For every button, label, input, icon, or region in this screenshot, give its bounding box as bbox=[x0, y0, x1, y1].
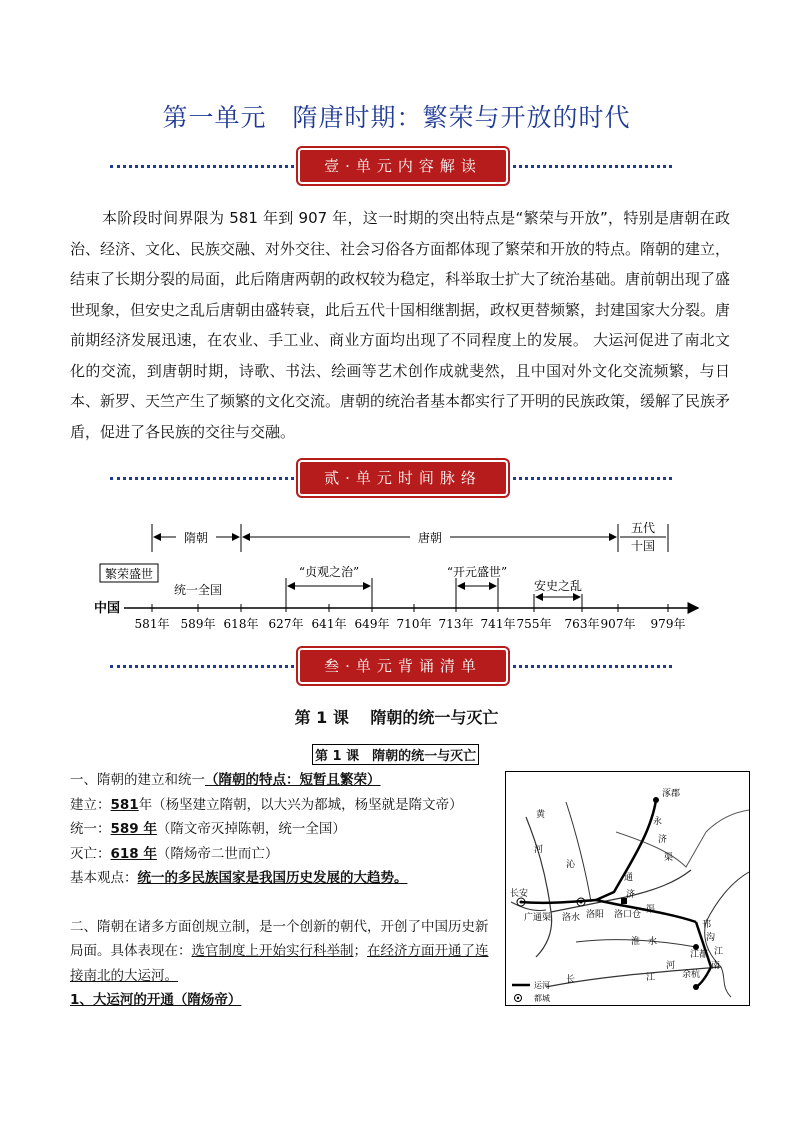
heading-two: 二、隋朝在诸多方面创规立制，是一个创新的朝代，开创了中国历史新局面。具体表现在： bbox=[70, 918, 489, 959]
map-place-label: 河 bbox=[534, 845, 544, 855]
grand-canal-map bbox=[505, 771, 750, 1006]
found-text: 年（杨坚建立隋朝，以大兴为都城，杨坚就是隋文帝） bbox=[138, 796, 463, 813]
unify-text: （隋文帝灭掉陈朝，统一全国） bbox=[156, 821, 346, 837]
map-place-label: 江 bbox=[714, 947, 724, 957]
heading-canal: 1、大运河的开通（隋炀帝） bbox=[70, 992, 242, 1008]
map-place-label: 沟 bbox=[706, 933, 716, 943]
view-text: 统一的多民族国家是我国历史发展的大趋势。 bbox=[137, 870, 408, 886]
lesson-notes bbox=[70, 768, 495, 1013]
section-banner: 叁·单元背诵清单 bbox=[298, 648, 508, 684]
found-label: 建立： bbox=[70, 796, 111, 813]
separator: ； bbox=[353, 943, 367, 959]
view-label: 基本观点： bbox=[70, 870, 138, 886]
map-place-label: 南 bbox=[711, 961, 721, 971]
timeline-year-label: 755年 bbox=[516, 617, 552, 631]
map-place-label: 淮 bbox=[631, 937, 641, 947]
map-place-label: 济 bbox=[658, 835, 668, 845]
map-place-label: 通 bbox=[624, 873, 634, 883]
map-place-label: 江都 bbox=[690, 950, 709, 960]
event-anshi: 安史之乱 bbox=[533, 579, 583, 593]
map-place-label: 广通渠 bbox=[524, 913, 552, 923]
map-place-label: 河 bbox=[666, 961, 676, 971]
found-year: 581 bbox=[110, 796, 139, 813]
timeline-year-label: 618年 bbox=[223, 617, 259, 631]
map-place-label: 余杭 bbox=[682, 970, 701, 980]
legend-canal: 运河 bbox=[534, 981, 550, 990]
heading-one: 一、隋朝的建立和统一 bbox=[70, 772, 205, 788]
map-place-label: 江 bbox=[646, 973, 656, 983]
map-place-label: 长安 bbox=[510, 889, 529, 899]
timeline-year-label: 763年 bbox=[564, 617, 600, 631]
timeline-year-label: 710年 bbox=[396, 617, 432, 631]
timeline-chart bbox=[90, 512, 710, 636]
section-banner: 贰·单元时间脉络 bbox=[298, 460, 508, 496]
page-title: 第一单元 隋唐时期：繁荣与开放的时代 bbox=[162, 103, 631, 132]
fall-text: （隋炀帝二世而亡） bbox=[156, 845, 279, 862]
map-place-label: 洛水 bbox=[562, 913, 581, 923]
keju-note: 选官制度上开始实行科举制 bbox=[191, 943, 354, 959]
period-shiguo: 十国 bbox=[630, 539, 656, 553]
period-tang: 唐朝 bbox=[417, 531, 443, 545]
timeline-year-label: 581年 bbox=[134, 617, 170, 631]
prosperity-label: 繁荣盛世 bbox=[104, 567, 154, 581]
map-place-label: 邗 bbox=[702, 920, 712, 930]
event-unify: 统一全国 bbox=[173, 583, 223, 597]
map-place-label: 沁 bbox=[566, 860, 576, 870]
unify-year: 589 年 bbox=[110, 821, 157, 837]
section-header-content bbox=[110, 146, 672, 186]
unify-label: 统一： bbox=[70, 821, 111, 837]
fall-label: 灭亡： bbox=[70, 845, 111, 862]
timeline-year-label: 649年 bbox=[354, 617, 390, 631]
section-header-timeline bbox=[110, 458, 672, 498]
section-banner: 壹·单元内容解读 bbox=[298, 148, 508, 184]
timeline-year-label: 713年 bbox=[438, 617, 474, 631]
map-place-label: 永 bbox=[653, 817, 663, 827]
timeline-year-label: 641年 bbox=[311, 617, 347, 631]
map-place-label: 水 bbox=[648, 937, 658, 947]
lesson-title: 第 1 课 隋朝的统一与灭亡 bbox=[294, 708, 499, 727]
intro-paragraph: 本阶段时间界限为 581 年到 907 年，这一时期的突出特点是“繁荣与开放”，特别是唐朝在政治、经济、文化、民族交融、对外交往、社会习俗各方面都体现了繁荣和开放的特点。隋朝的建立，结束了长期分裂的局面，此后隋唐两朝的政权较为稳定，科举取士扩大了统治基础。唐前朝出现了盛世现象，但安史之乱后唐朝由盛转衰，此后五代十国相继割据，政权更替频繁，封建国家大分裂。唐前期经济发展迅速，在农业、手工业、商业方面均出现了不同程度上的发展。 大运河促进了南北文化的交流，到唐朝时期，诗歌、书法、绘画等艺术创作成就斐然，且中国对外文化交流频繁，与日本、新罗、天竺产生了频繁的文化交流。唐朝的统治者基本都实行了开明的民族政策，缓解了民族矛盾，促进了各民族的交往与交融。 bbox=[70, 209, 731, 441]
timeline-year-label: 627年 bbox=[268, 617, 304, 631]
section-header-checklist bbox=[110, 646, 672, 686]
period-wudai: 五代 bbox=[630, 521, 656, 535]
legend-capital: 都城 bbox=[534, 994, 550, 1003]
period-sui: 隋朝 bbox=[183, 531, 209, 545]
map-place-label: 黄 bbox=[536, 810, 546, 820]
canal-note: 在经济方面开通了连接南北的大运河。 bbox=[70, 943, 489, 984]
lesson-box-title: 第 1 课 隋朝的统一与灭亡 bbox=[312, 744, 479, 765]
sui-feature-note: （隋朝的特点：短暂且繁荣） bbox=[205, 772, 381, 788]
timeline-year-label: 979年 bbox=[650, 617, 686, 631]
map-place-label: 涿郡 bbox=[662, 789, 681, 799]
map-place-label: 洛阳 bbox=[586, 910, 605, 920]
map-place-label: 洛口仓 bbox=[614, 910, 642, 920]
fall-year: 618 年 bbox=[110, 845, 157, 862]
map-place-label: 济 bbox=[626, 890, 636, 900]
axis-label-china: 中国 bbox=[94, 601, 121, 616]
timeline-year-label: 907年 bbox=[600, 617, 636, 631]
timeline-year-label: 741年 bbox=[480, 617, 516, 631]
map-place-label: 渠 bbox=[646, 905, 656, 915]
map-place-label: 渠 bbox=[664, 853, 674, 863]
event-zhenguan: “贞观之治” bbox=[298, 565, 360, 579]
map-place-label: 长 bbox=[566, 975, 576, 985]
event-kaiyuan: “开元盛世” bbox=[446, 565, 508, 579]
timeline-year-label: 589年 bbox=[180, 617, 216, 631]
